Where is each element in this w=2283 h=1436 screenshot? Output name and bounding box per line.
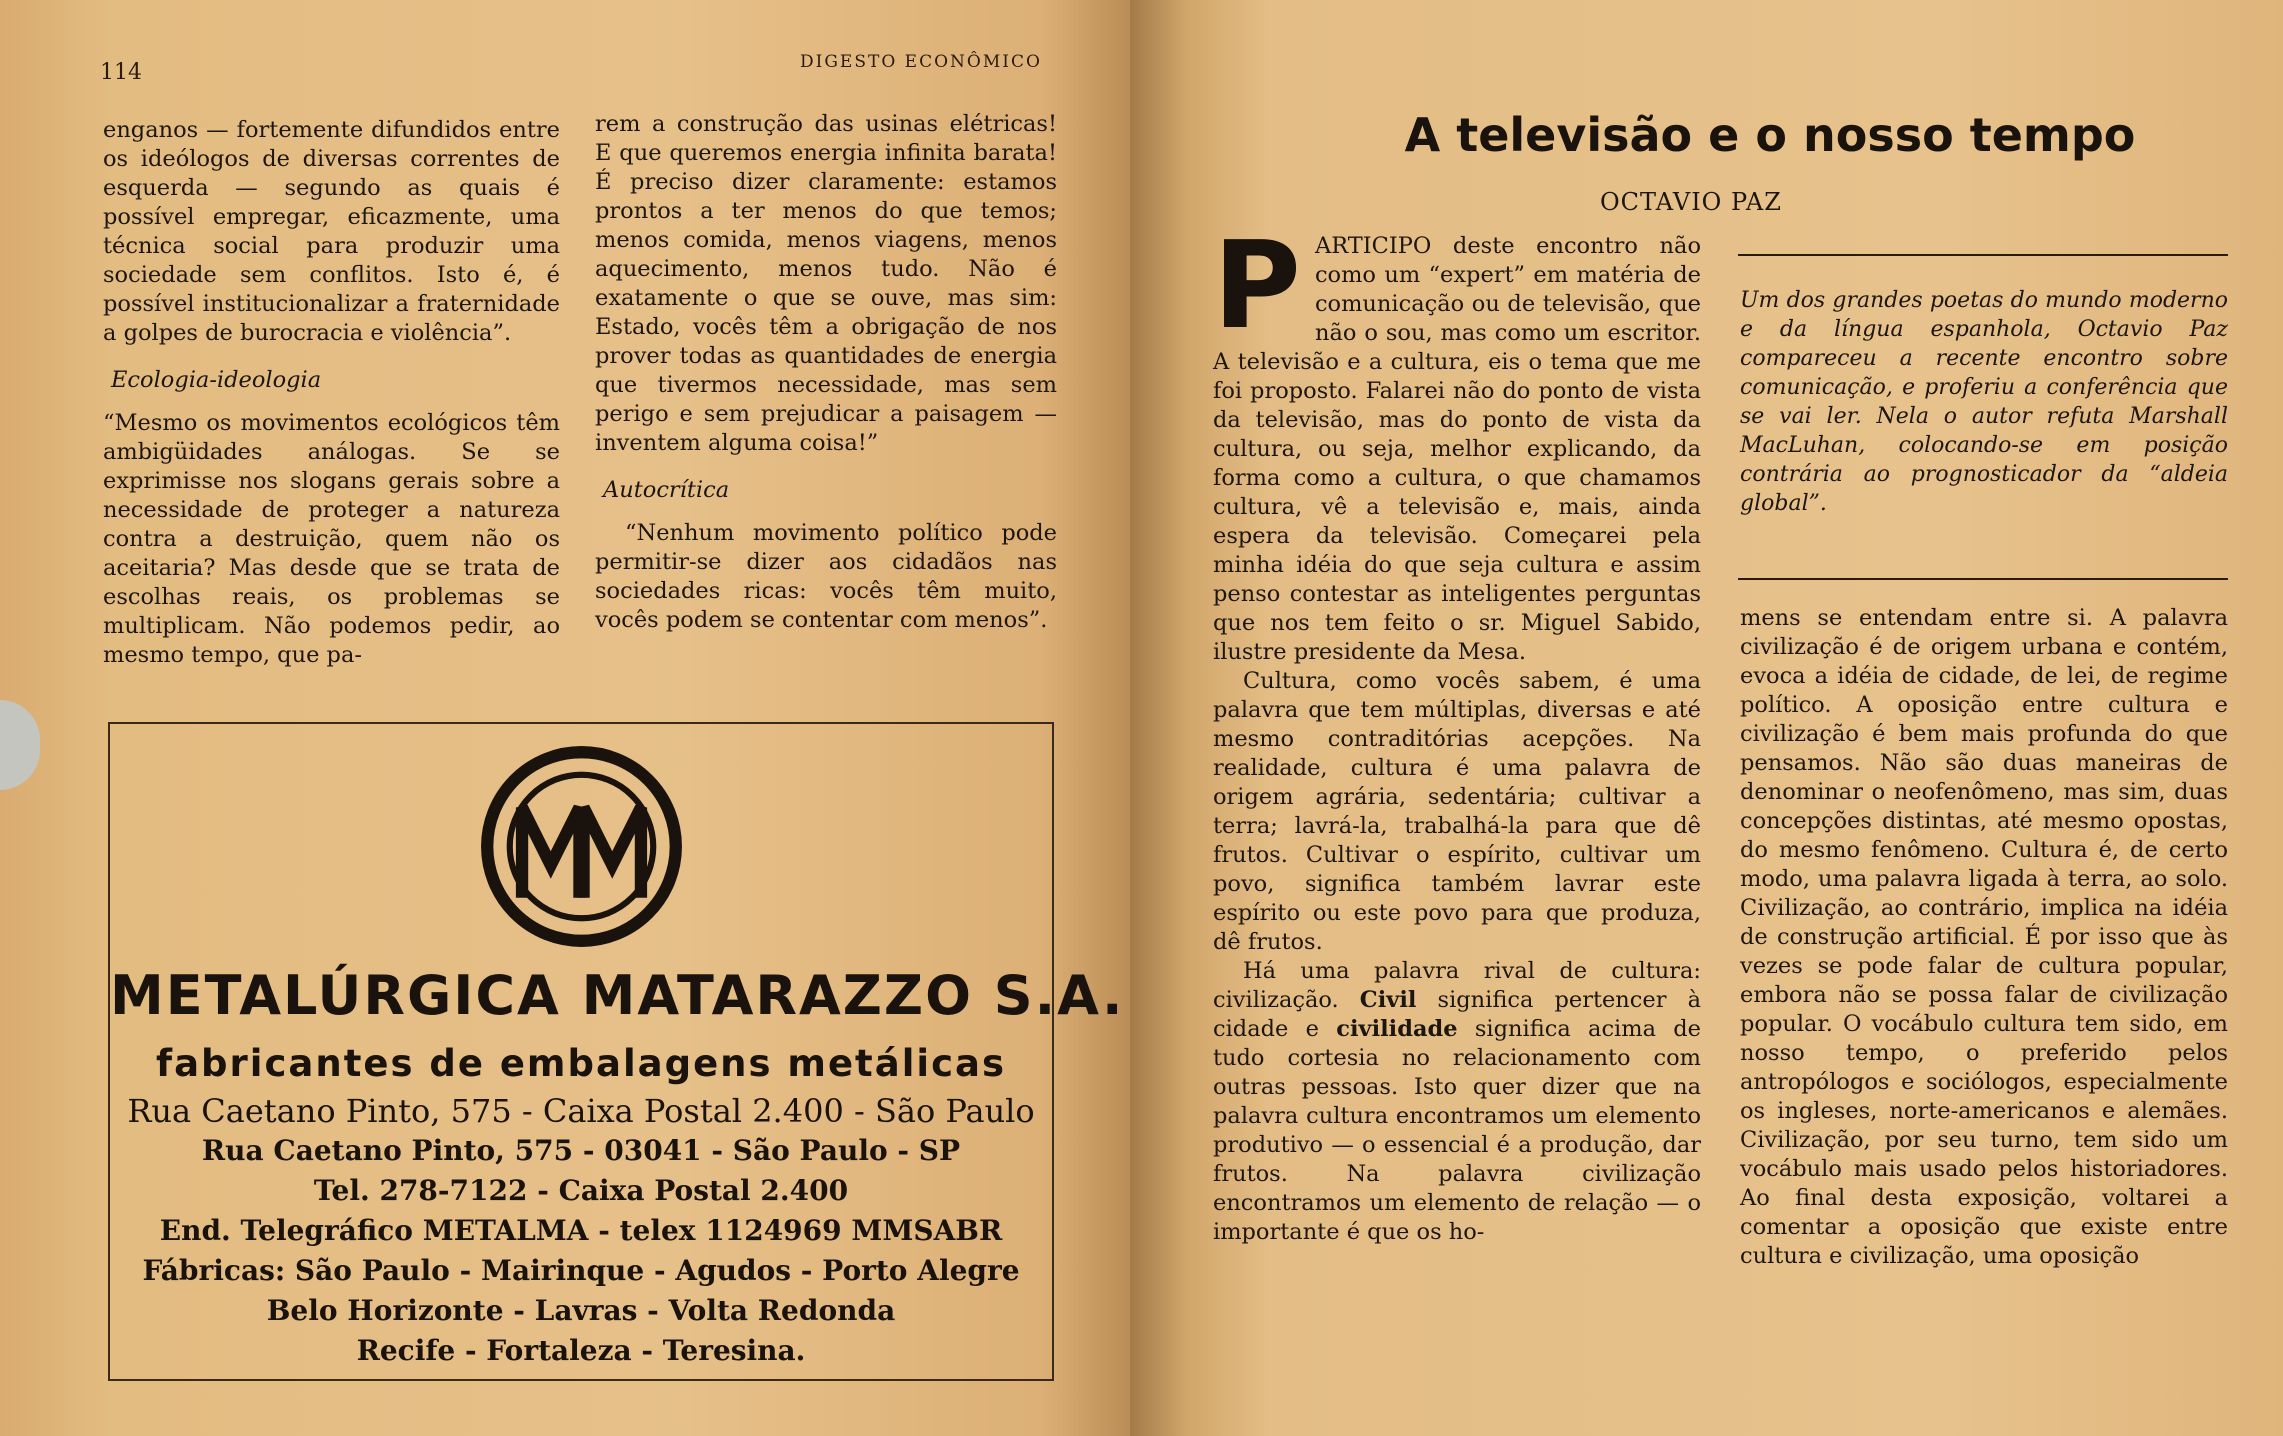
paragraph: mens se entendam entre si. A palavra civilização é de origem urbana e contém, evoca a idéia de cidade, de lei, de regime político. A oposição entre cultura e civilização é bem mais profunda do que pensamos. Não são duas maneiras de denominar o neofenômeno, mas sim, duas concepções distintas, até mesmo opostas, do mesmo fenômeno. Cultura é, de certo modo, uma palavra ligada à terra, ao solo. Civilização, ao contrário, implica na idéia de construção artificial. É por isso que às vezes se pode falar de cultura popular, embora não se possa falar de civilização popular. O vocábulo cultura tem sido, em nosso tempo, o preferido pelos antropólogos e sociólogos, especialmente os ingleses, norte-americanos e alemães. Civilização, por seu turno, tem sido um vocábulo mais usado pelos historiadores. Ao final desta exposição, voltarei a comentar a oposição que existe entre cultura e civilização, uma oposição	[1740, 605, 2228, 1269]
phone-line: Tel. 278-7122 - Caixa Postal 2.400	[313, 1174, 849, 1207]
factories-line: Belo Horizonte - Lavras - Volta Redonda	[266, 1294, 896, 1327]
article-author: OCTAVIO PAZ	[1600, 188, 1782, 216]
page-number: 114	[100, 60, 142, 85]
left-page	[0, 0, 1130, 1436]
mm-logo-icon	[479, 744, 684, 949]
paragraph: rem a construção das usinas elétricas! E que queremos energia infinita barata! É preciso dizer claramente: estamos prontos a ter menos do que temos; menos comida, menos viagens, menos aquecimento, menos tudo. Não é exatamente o que se ouve, mas sim: Estado, vocês têm a obrigação de nos prover todas as quantidades de energia que tivermos necessidade, mas sem perigo e sem prejudicar a paisagem — inventem alguma coisa!”	[595, 111, 1057, 456]
factories-line: Recife - Fortaleza - Teresina.	[356, 1334, 806, 1367]
paragraph-text: Há uma palavra rival de cultura: civilização.	[1213, 958, 1701, 1013]
paragraph: “Mesmo os movimentos ecológicos têm ambigüidades análogas. Se se exprimisse nos slogans gerais sobre a necessidade de proteger a natureza contra a destruição, quem não os aceitaria? Mas desde que se trata de escolhas reais, os problemas se multiplicam. Não podemos pedir, ao mesmo tempo, que pa-	[103, 410, 560, 668]
paragraph: Cultura, como vocês sabem, é uma palavra que tem múltiplas, diversas e até mesmo contraditórias acepções. Na realidade, cultura é uma palavra de origem agrária, sedentária; cultivar a terra; lavrá-la, trabalhá-la para que dê frutos. Cultivar o espírito, cultivar um povo, significa também lavrar este espírito ou este povo para que produza, dê frutos.	[1213, 668, 1701, 955]
address-line: Rua Caetano Pinto, 575 - 03041 - São Paulo - SP	[201, 1134, 961, 1167]
advertisement	[108, 722, 1125, 1381]
right-column-2	[1740, 604, 2228, 1271]
left-column-1	[103, 116, 560, 670]
drop-cap: P	[1213, 217, 1301, 356]
abstract-text: Um dos grandes poetas do mundo moderno e da língua espanhola, Octavio Paz compareceu a recente encontro sobre comunicação, e proferiu a conferência que se vai ler. Nela o autor refuta Marshall MacLuhan, colocando-se em posição contrária ao prognosticador da “aldeia global”.	[1740, 288, 2228, 516]
bold-term: civilidade	[1336, 1016, 1458, 1042]
paragraph-text: ARTICIPO deste encontro não como um “expert” em matéria de comunicação ou de televisão, que não o sou, mas como um escritor. A televisão e a cultura, eis o tema que me foi proposto. Falarei não do ponto de vista da televisão, mas do ponto de vista da cultura, ou seja, melhor explicando, da forma como a cultura, o que chamamos cultura, vê a televisão e, mais, ainda espera da televisão. Começarei pela minha idéia do que seja cultura e assim penso contestar as inteligentes perguntas que nos tem feito o sr. Miguel Sabido, ilustre presidente da Mesa.	[1213, 233, 1701, 665]
paragraph-text: significa acima de tudo cortesia no relacionamento com outras pessoas. Isto quer dizer que na palavra cultura encontramos um elemento produtivo — o essencial é a produção, dar frutos. Na palavra civilização encontramos um elemento de relação — o importante é que os ho-	[1213, 1016, 1702, 1245]
article-title: A televisão e o nosso tempo	[1404, 108, 2136, 162]
factories-line: Fábricas: São Paulo - Mairinque - Agudos - Porto Alegre	[142, 1254, 1020, 1287]
paragraph: enganos — fortemente difundidos entre os ideólogos de diversas correntes de esquerda — segundo as quais é possível empregar, eficazmente, uma técnica social para produzir uma sociedade sem conflitos. Isto é, é possível institucionalizar a fraternidade a golpes de burocracia e violência”.	[103, 117, 560, 346]
paragraph-text: significa pertencer à cidade e	[1213, 987, 1701, 1042]
subheading: Ecologia-ideologia	[111, 367, 322, 393]
abstract-top-rule	[1738, 254, 2228, 256]
right-page	[1130, 0, 2283, 1436]
company-description: fabricantes de embalagens metálicas	[155, 1042, 1007, 1085]
bold-term: Civil	[1359, 987, 1417, 1013]
article-abstract	[1740, 286, 2228, 518]
address-line: Rua Caetano Pinto, 575 - Caixa Postal 2.400 - São Paulo	[127, 1092, 1035, 1130]
subheading: Autocrítica	[603, 477, 730, 503]
paragraph: “Nenhum movimento político pode permitir-se dizer aos cidadãos nas sociedades ricas: vocês têm muito, vocês podem se contentar com menos”.	[595, 520, 1057, 633]
running-head: DIGESTO ECONÔMICO	[800, 52, 1042, 72]
telegraph-line: End. Telegráfico METALMA - telex 1124969 MMSABR	[159, 1214, 1003, 1247]
right-column-1	[1213, 217, 1702, 1247]
paragraph	[1213, 217, 1701, 667]
company-name: METALÚRGICA MATARAZZO S.A.	[110, 964, 1125, 1027]
paragraph	[1213, 957, 1701, 1247]
left-column-2	[595, 110, 1057, 635]
binding-hole	[0, 700, 40, 790]
abstract-bottom-rule	[1738, 578, 2228, 580]
